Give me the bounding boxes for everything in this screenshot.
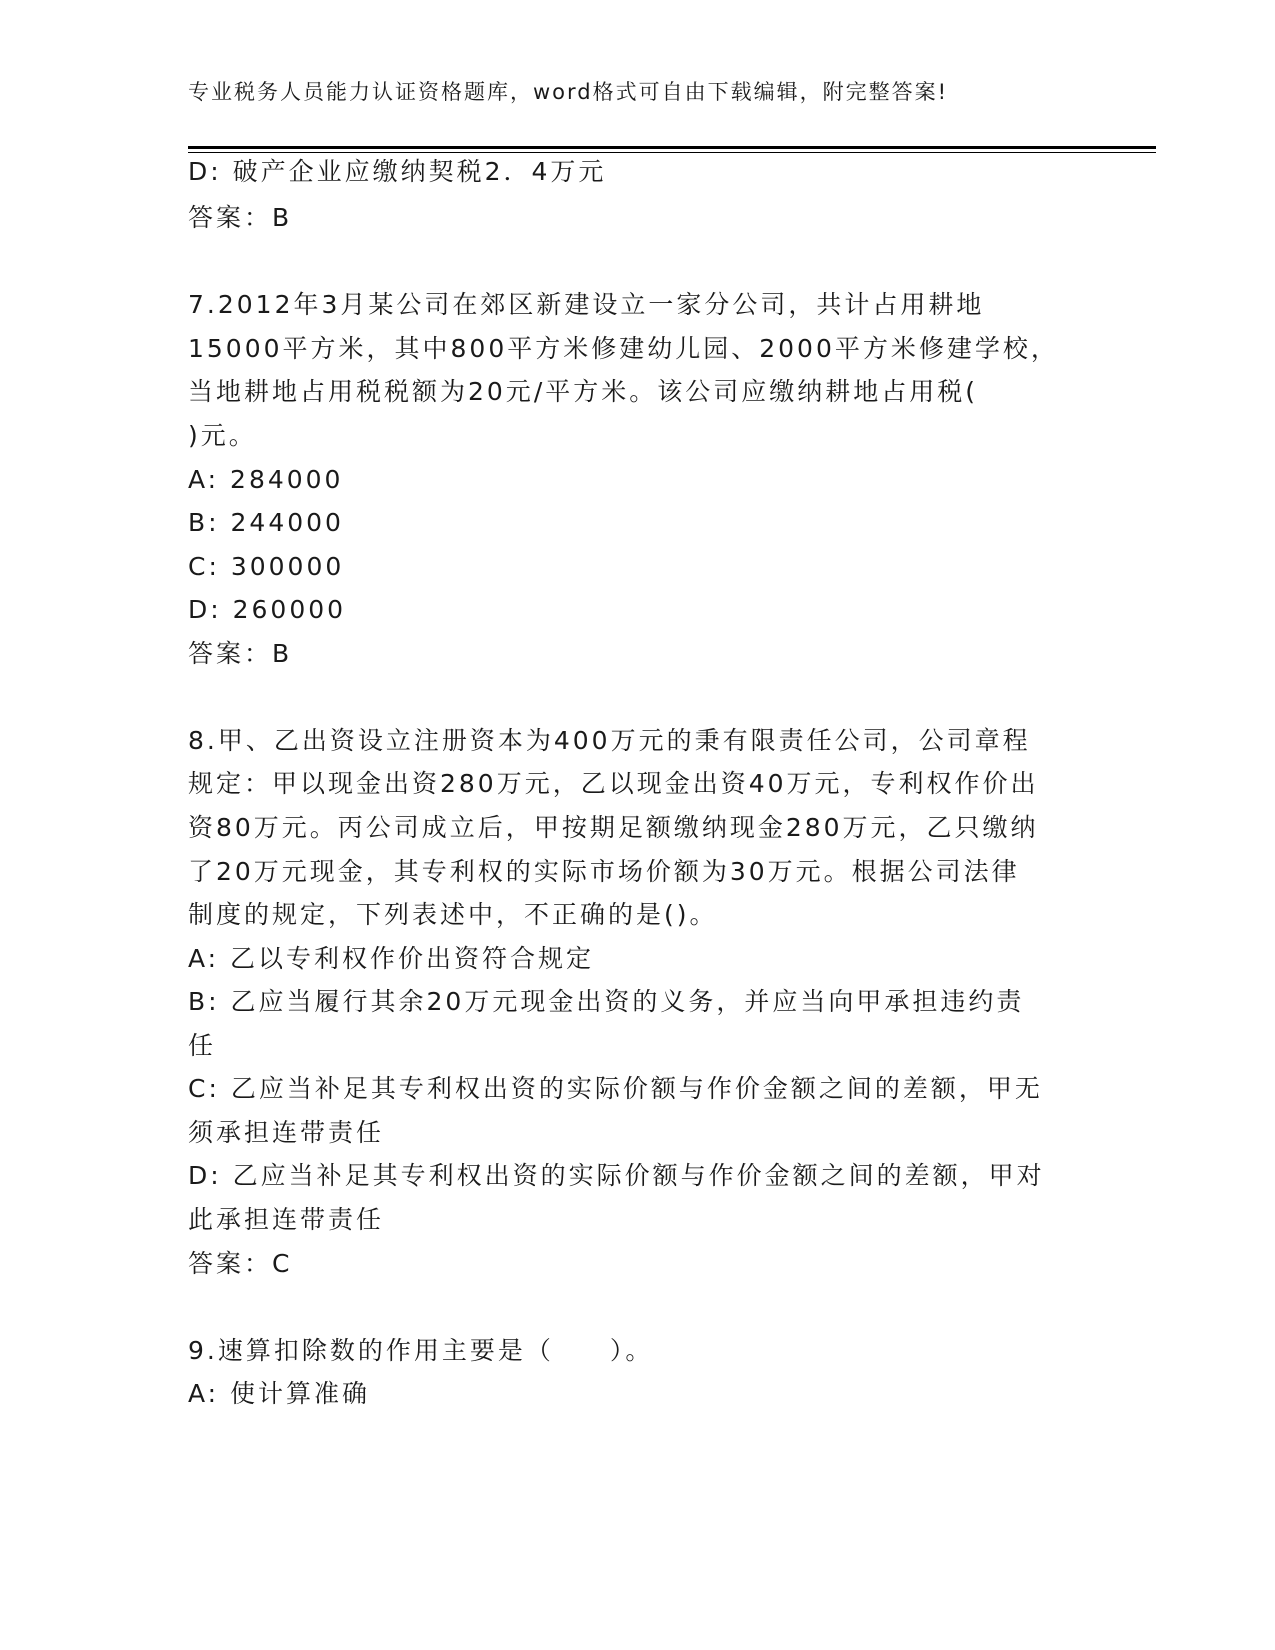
prev-answer: 答案：B [188,203,293,232]
q7-text-line-3: 当地耕地占用税税额为20元/平方米。该公司应缴纳耕地占用税( [188,377,978,406]
q9-text-line-1: 9.速算扣除数的作用主要是（ ）。 [188,1336,654,1365]
page-header: 专业税务人员能力认证资格题库，word格式可自由下载编辑，附完整答案! [188,80,949,104]
prev-option-d: D: 破产企业应缴纳契税2．4万元 [188,157,607,186]
q8-text-line-2: 规定：甲以现金出资280万元，乙以现金出资40万元，专利权作价出 [188,769,1039,798]
header-rule-thick [188,146,1156,149]
header-rule-thin [188,152,1156,153]
q8-answer: 答案：C [188,1249,293,1278]
q7-answer: 答案：B [188,639,293,668]
q8-option-b: B: 乙应当履行其余20万元现金出资的义务，并应当向甲承担违约责 [188,987,1025,1016]
q7-text-line-1: 7.2012年3月某公司在郊区新建设立一家分公司，共计占用耕地 [188,290,985,319]
q8-option-c-cont: 须承担连带责任 [188,1118,385,1147]
q8-text-line-5: 制度的规定，下列表述中，不正确的是()。 [188,900,718,929]
q8-option-c: C: 乙应当补足其专利权出资的实际价额与作价金额之间的差额，甲无 [188,1074,1043,1103]
q7-option-c: C: 300000 [188,552,345,581]
q7-option-b: B: 244000 [188,508,344,537]
q8-option-d: D: 乙应当补足其专利权出资的实际价额与作价金额之间的差额，甲对 [188,1161,1045,1190]
q7-option-a: A: 284000 [188,465,344,494]
q8-text-line-1: 8.甲、乙出资设立注册资本为400万元的秉有限责任公司，公司章程 [188,726,1031,755]
q8-option-a: A: 乙以专利权作价出资符合规定 [188,944,595,973]
q7-text-line-2: 15000平方米，其中800平方米修建幼儿园、2000平方米修建学校， [188,334,1059,363]
q7-text-line-4: )元。 [188,421,257,450]
q8-text-line-4: 了20万元现金，其专利权的实际市场价额为30万元。根据公司法律 [188,857,1020,886]
q9-option-a: A: 使计算准确 [188,1379,371,1408]
q8-option-b-cont: 任 [188,1031,217,1060]
q8-text-line-3: 资80万元。丙公司成立后，甲按期足额缴纳现金280万元，乙只缴纳 [188,813,1039,842]
q8-option-d-cont: 此承担连带责任 [188,1205,385,1234]
q7-option-d: D: 260000 [188,595,347,624]
